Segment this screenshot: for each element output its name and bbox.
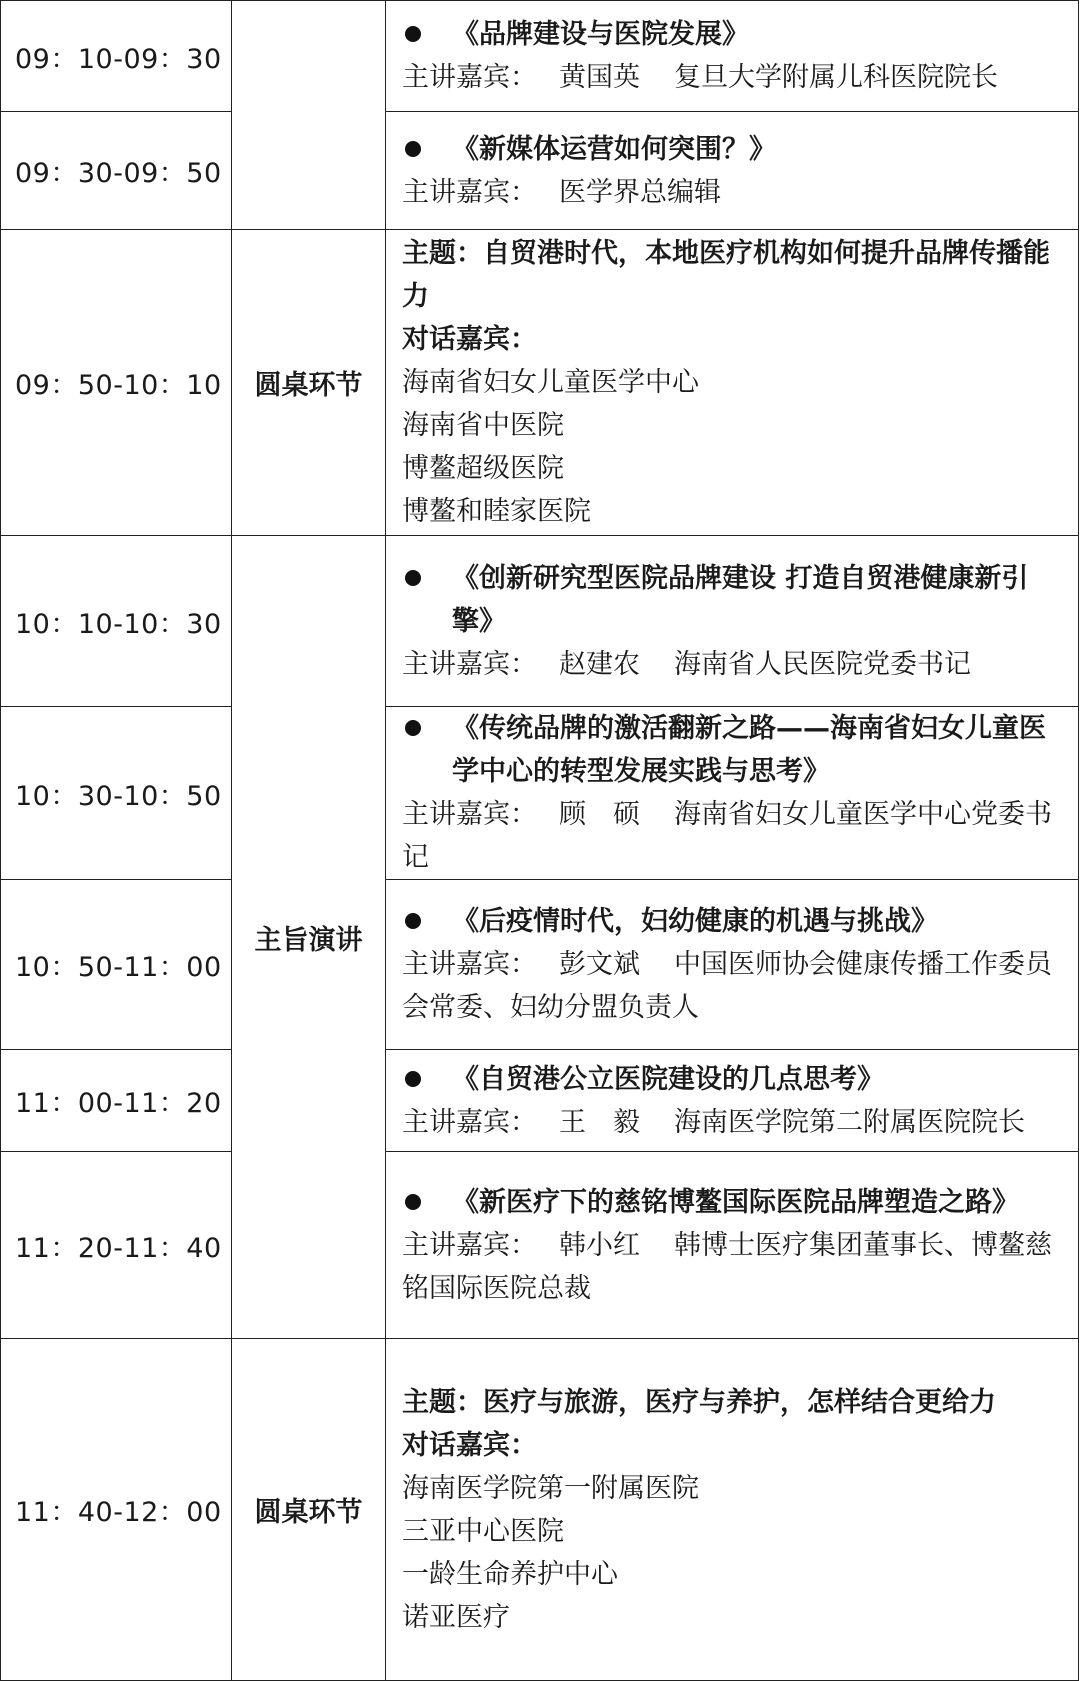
talk-title: 《后疫情时代，妇幼健康的机遇与挑战》 (402, 900, 1066, 943)
talk-cell (386, 1, 1079, 112)
roundtable-cell (386, 230, 1079, 536)
bullet-icon (405, 1194, 421, 1210)
speaker-label: 主讲嘉宾： (402, 1106, 537, 1138)
speaker-line (402, 943, 1066, 1029)
table-row (1, 536, 1079, 707)
table-row (1, 880, 1079, 1050)
table-row (1, 1152, 1079, 1339)
time-cell: 11：00-11：20 (1, 1050, 232, 1152)
table-row (1, 707, 1079, 880)
speaker-name: 王 毅 (559, 1106, 640, 1138)
talk-cell (386, 112, 1079, 230)
time-cell: 10：10-10：30 (1, 536, 232, 707)
talk-cell (386, 707, 1079, 880)
talk-title: 《创新研究型医院品牌建设 打造自贸港健康新引擎》 (402, 557, 1066, 643)
time-cell: 10：50-11：00 (1, 880, 232, 1050)
speaker-name: 韩小红 (559, 1229, 640, 1261)
speaker-line (402, 1224, 1066, 1310)
bullet-icon (405, 141, 421, 157)
guests-label: 对话嘉宾： (402, 1429, 537, 1461)
speaker-title: 韩博士医疗集团董事长、博鳌慈铭国际医院总裁 (402, 1229, 1052, 1304)
talk-title: 《自贸港公立医院建设的几点思考》 (402, 1058, 1066, 1101)
speaker-label: 主讲嘉宾： (402, 176, 537, 208)
speaker-line (402, 793, 1066, 879)
bullet-icon (405, 26, 421, 42)
guest-org: 三亚中心医院 (402, 1515, 564, 1547)
talk-title: 《新媒体运营如何突围？》 (402, 128, 1066, 171)
speaker-line (402, 643, 1066, 686)
speaker-label: 主讲嘉宾： (402, 1229, 537, 1261)
talk-cell (386, 1050, 1079, 1152)
guest-org: 一龄生命养护中心 (402, 1558, 618, 1590)
session-cell-empty (232, 1, 386, 230)
session-cell: 圆桌环节 (232, 1339, 386, 1681)
speaker-line (402, 1101, 1066, 1144)
talk-cell (386, 536, 1079, 707)
time-cell: 11：20-11：40 (1, 1152, 232, 1339)
speaker-line (402, 56, 1066, 99)
table-row (1, 112, 1079, 230)
speaker-title: 医学界总编辑 (559, 176, 721, 208)
table-row (1, 1, 1079, 112)
speaker-name: 彭文斌 (559, 949, 640, 980)
speaker-name: 顾 硕 (559, 799, 640, 830)
speaker-title: 海南省妇女儿童医学中心党委书记 (402, 799, 1052, 873)
bullet-icon (405, 720, 421, 736)
roundtable-topic: 主题：医疗与旅游，医疗与养护，怎样结合更给力 (402, 1386, 996, 1418)
table-row (1, 1339, 1079, 1681)
talk-cell (386, 1152, 1079, 1339)
talk-title: 《新医疗下的慈铭博鳌国际医院品牌塑造之路》 (402, 1181, 1066, 1224)
time-cell: 09：10-09：30 (1, 1, 232, 112)
speaker-title: 海南医学院第二附属医院院长 (674, 1106, 1025, 1138)
guest-org: 诺亚医疗 (402, 1601, 510, 1633)
speaker-title: 复旦大学附属儿科医院院长 (674, 62, 998, 93)
bullet-icon (405, 913, 421, 929)
guests-label: 对话嘉宾： (402, 324, 537, 355)
speaker-name: 黄国英 (559, 62, 640, 93)
roundtable-cell (386, 1339, 1079, 1681)
speaker-title: 海南省人民医院党委书记 (674, 648, 971, 680)
guest-org: 博鳌超级医院 (402, 453, 564, 484)
roundtable-topic: 主题：自贸港时代，本地医疗机构如何提升品牌传播能力 (402, 238, 1050, 312)
speaker-name: 赵建农 (559, 648, 640, 680)
session-cell: 圆桌环节 (232, 230, 386, 536)
guest-org: 海南医学院第一附属医院 (402, 1472, 699, 1504)
table-row (1, 1050, 1079, 1152)
time-cell: 09：50-10：10 (1, 230, 232, 536)
talk-title: 《传统品牌的激活翻新之路——海南省妇女儿童医学中心的转型发展实践与思考》 (402, 707, 1066, 793)
guest-org: 海南省妇女儿童医学中心 (402, 367, 699, 398)
table-row (1, 230, 1079, 536)
guest-org: 海南省中医院 (402, 410, 564, 441)
speaker-line (402, 171, 1066, 214)
session-cell: 主旨演讲 (232, 536, 386, 1339)
speaker-label: 主讲嘉宾： (402, 62, 537, 93)
speaker-title: 中国医师协会健康传播工作委员会常委、妇幼分盟负责人 (402, 949, 1052, 1023)
time-cell: 10：30-10：50 (1, 707, 232, 880)
talk-title: 《品牌建设与医院发展》 (402, 13, 1066, 56)
speaker-label: 主讲嘉宾： (402, 949, 537, 980)
bullet-icon (405, 570, 421, 586)
bullet-icon (405, 1071, 421, 1087)
speaker-label: 主讲嘉宾： (402, 799, 537, 830)
speaker-label: 主讲嘉宾： (402, 648, 537, 680)
time-cell: 09：30-09：50 (1, 112, 232, 230)
talk-cell (386, 880, 1079, 1050)
guest-org: 博鳌和睦家医院 (402, 496, 591, 527)
time-cell: 11：40-12：00 (1, 1339, 232, 1681)
